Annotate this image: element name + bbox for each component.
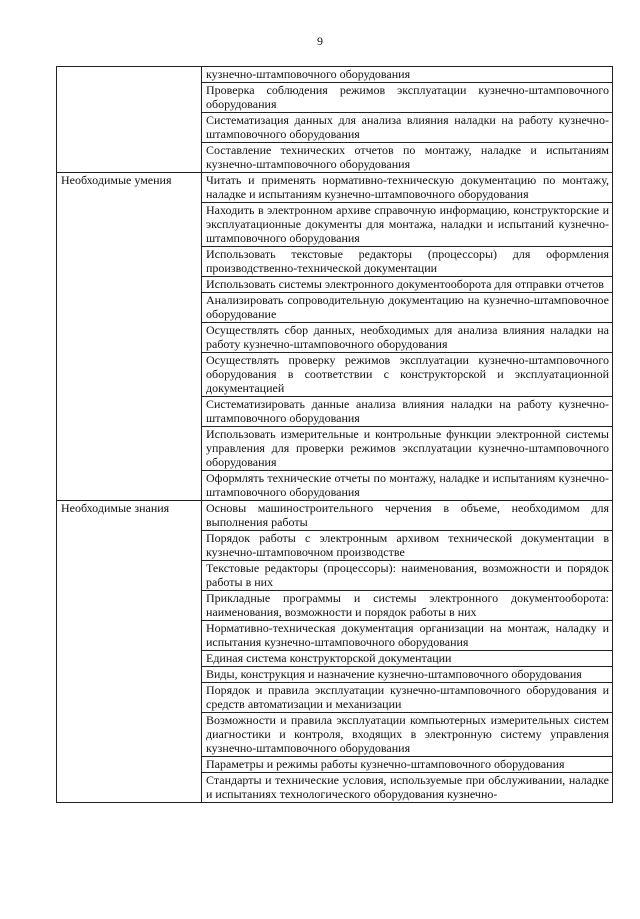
requirement-item: Систематизировать данные анализа влияния наладки на работу кузнечно-штамповочного оборудования [202,397,613,427]
requirement-item: Единая система конструкторской документации [202,651,613,667]
category-cell [57,67,202,173]
requirement-item: Порядок и правила эксплуатации кузнечно-штамповочного оборудования и средств автоматизации и механизации [202,683,613,713]
requirement-item: Возможности и правила эксплуатации компьютерных измерительных систем диагностики и контроля, входящих в электронную систему управления кузнечно-штамповочного оборудования [202,713,613,757]
requirement-item: Нормативно-техническая документация организации на монтаж, наладку и испытания кузнечно-штамповочного оборудования [202,621,613,651]
requirement-item: Оформлять технические отчеты по монтажу, наладке и испытаниям кузнечно-штамповочного оборудования [202,471,613,501]
category-cell: Необходимые знания [57,501,202,803]
requirement-item: Использовать текстовые редакторы (процессоры) для оформления производственно-технической документации [202,247,613,277]
table-row [57,173,613,203]
requirement-item: Осуществлять проверку режимов эксплуатации кузнечно-штамповочного оборудования в соответствии с конструкторской и эксплуатационной документацией [202,353,613,397]
requirement-item: Порядок работы с электронным архивом технической документации в кузнечно-штамповочном производстве [202,531,613,561]
category-cell: Необходимые умения [57,173,202,501]
requirement-item: Текстовые редакторы (процессоры): наименования, возможности и порядок работы в них [202,561,613,591]
table-row [57,501,613,531]
requirement-item: Осуществлять сбор данных, необходимых для анализа влияния наладки на работу кузнечно-штамповочного оборудования [202,323,613,353]
page-number: 9 [317,34,323,48]
requirements-table [56,66,613,803]
requirement-item: Стандарты и технические условия, используемые при обслуживании, наладке и испытаниях технологического оборудования кузнечно- [202,773,613,803]
requirement-item: кузнечно-штамповочного оборудования [202,67,613,83]
requirement-item: Прикладные программы и системы электронного документооборота: наименования, возможности и порядок работы в них [202,591,613,621]
requirement-item: Систематизация данных для анализа влияния наладки на работу кузнечно-штамповочного оборудования [202,113,613,143]
requirement-item: Читать и применять нормативно-техническую документацию по монтажу, наладке и испытаниям кузнечно-штамповочного оборудования [202,173,613,203]
requirements-table-body [57,67,613,803]
requirement-item: Использовать системы электронного документооборота для отправки отчетов [202,277,613,293]
requirement-item: Основы машиностроительного черчения в объеме, необходимом для выполнения работы [202,501,613,531]
requirement-item: Использовать измерительные и контрольные функции электронной системы управления для проверки режимов эксплуатации кузнечно-штамповочного оборудования [202,427,613,471]
requirement-item: Параметры и режимы работы кузнечно-штамповочного оборудования [202,757,613,773]
table-row [57,67,613,83]
requirement-item: Виды, конструкция и назначение кузнечно-штамповочного оборудования [202,667,613,683]
requirement-item: Составление технических отчетов по монтажу, наладке и испытаниям кузнечно-штамповочного оборудования [202,143,613,173]
requirement-item: Анализировать сопроводительную документацию на кузнечно-штамповочное оборудование [202,293,613,323]
requirement-item: Находить в электронном архиве справочную информацию, конструкторские и эксплуатационные документы для монтажа, наладки и испытаний кузнечно-штамповочного оборудования [202,203,613,247]
requirement-item: Проверка соблюдения режимов эксплуатации кузнечно-штамповочного оборудования [202,83,613,113]
